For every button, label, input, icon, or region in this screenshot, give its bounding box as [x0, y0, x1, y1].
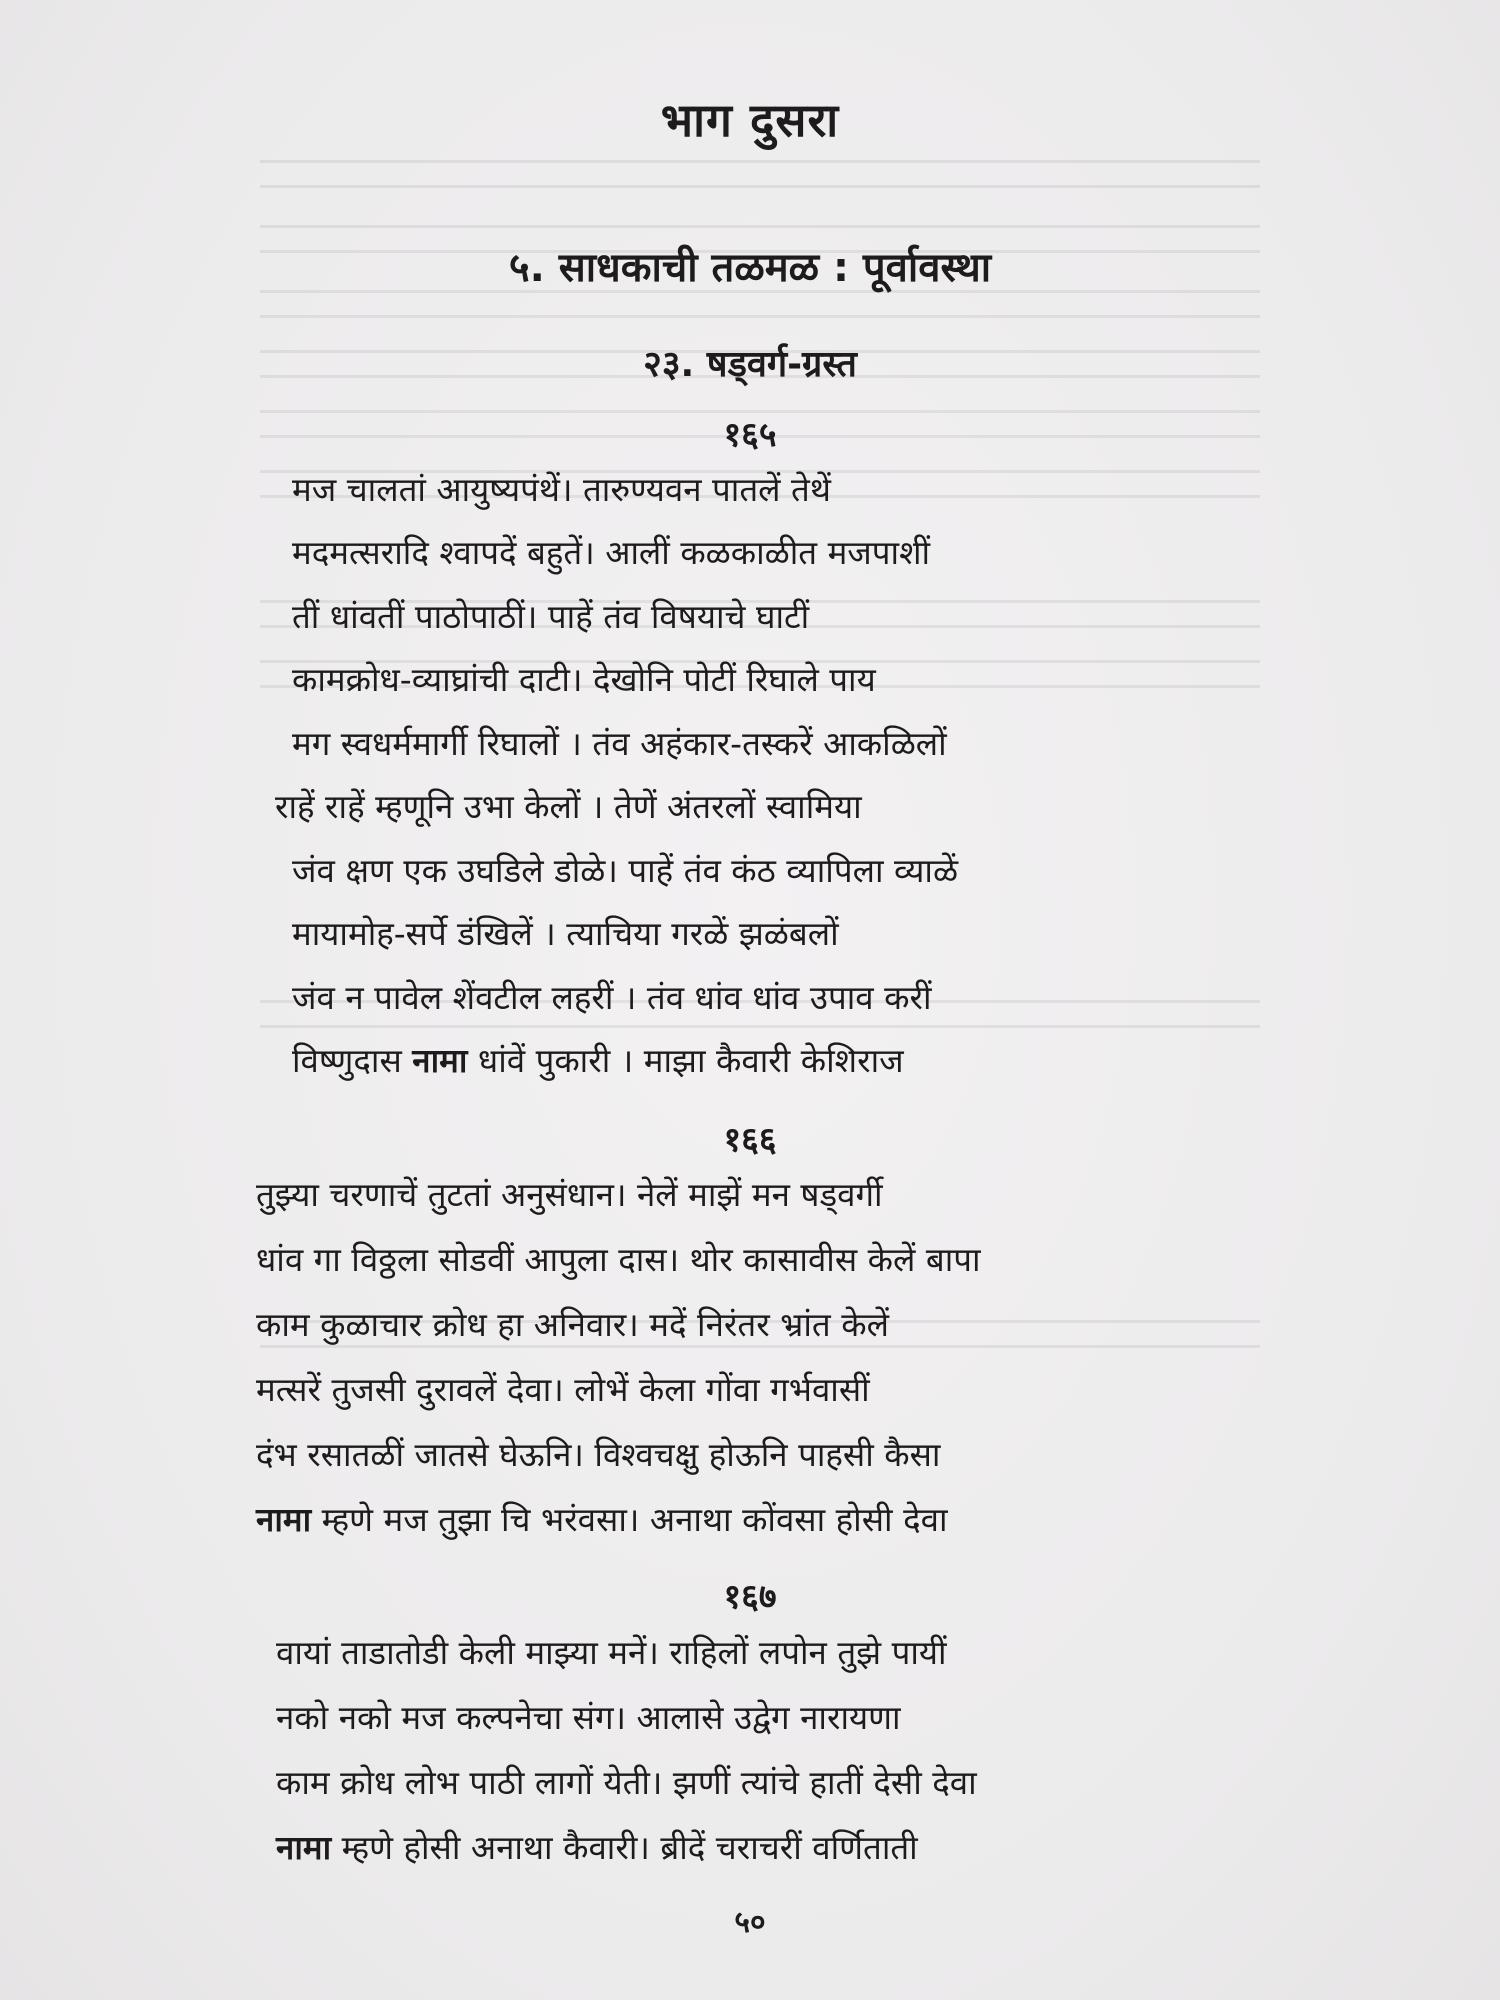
verse-line: नको नको मज कल्पनेचा संग। आलासे उद्वेग नारायणा [276, 1698, 901, 1737]
verse-line: मत्सरें तुजसी दुरावलें देवा। लोभें केला गोंवा गर्भवासीं [256, 1370, 870, 1409]
verse-line: जंव क्षण एक उघडिले डोळे। पाहें तंव कंठ व्यापिला व्याळें [292, 851, 959, 890]
verse-line [256, 1500, 948, 1540]
abhang-number: १६६ [723, 1120, 777, 1160]
verse-line: मग स्वधर्ममार्गी रिघालों । तंव अहंकार-तस्करें आकळिलों [292, 724, 947, 763]
poet-name: नामा [276, 1828, 332, 1867]
verse-line: मज चालतां आयुष्यपंथें। तारुण्यवन पातलें तेथें [292, 470, 831, 509]
verse-line: धांव गा विठ्ठला सोडवीं आपुला दास। थोर कासावीस केलें बापा [256, 1240, 981, 1279]
verse-line: कामक्रोध-व्याघ्रांची दाटी। देखोनि पोटीं रिघाले पाय [292, 660, 876, 699]
verse-line: काम क्रोध लोभ पाठी लागों येती। झणीं त्यांचे हातीं देसी देवा [276, 1763, 977, 1802]
verse-line: काम कुळाचार क्रोध हा अनिवार। मदें निरंतर भ्रांत केलें [256, 1305, 889, 1344]
verse-line [276, 1828, 918, 1868]
page-number: ५० [734, 1905, 766, 1940]
part-title: भाग दुसरा [660, 93, 840, 147]
abhang-number: १६५ [723, 415, 777, 455]
verse-line: वायां ताडातोडी केली माझ्या मनें। राहिलों लपोन तुझे पायीं [276, 1633, 947, 1672]
verse-line: दंभ रसातळीं जातसे घेऊनि। विश्वचक्षु होऊनि पाहसी कैसा [256, 1435, 941, 1474]
verse-line: राहें राहें म्हणूनि उभा केलों । तेणें अंतरलों स्वामिया [275, 787, 862, 826]
verse-text: धांवें पुकारी । माझा कैवारी केशिराज [467, 1041, 904, 1080]
verse-line: तीं धांवतीं पाठोपाठीं। पाहें तंव विषयाचे घाटीं [292, 597, 810, 636]
verse-text: म्हणे मज तुझा चि भरंवसा। अनाथा कोंवसा होसी देवा [311, 1500, 948, 1539]
verse-line: जंव न पावेल शेंवटील लहरीं । तंव धांव धांव उपाव करीं [292, 978, 932, 1017]
verse-text: विष्णुदास [292, 1041, 413, 1080]
section-title: २३. षड्वर्ग-ग्रस्त [643, 344, 857, 385]
verse-text: म्हणे होसी अनाथा कैवारी। ब्रीदें चराचरीं वर्णिताती [331, 1828, 918, 1867]
abhang-number: १६७ [723, 1577, 777, 1617]
poet-name: नामा [256, 1500, 312, 1539]
poet-name: नामा [412, 1041, 468, 1080]
verse-line: मायामोह-सर्पे डंखिलें । त्याचिया गरळें झळंबलों [292, 914, 839, 953]
chapter-title: ५. साधकाची तळमळ : पूर्वावस्था [508, 245, 992, 291]
verse-line [292, 1041, 904, 1081]
verse-line: मदमत्सरादि श्वापदें बहुतें। आलीं कळकाळीत मजपाशीं [292, 533, 931, 572]
verse-line: तुझ्या चरणाचें तुटतां अनुसंधान। नेलें माझें मन षड्वर्गी [256, 1175, 883, 1214]
